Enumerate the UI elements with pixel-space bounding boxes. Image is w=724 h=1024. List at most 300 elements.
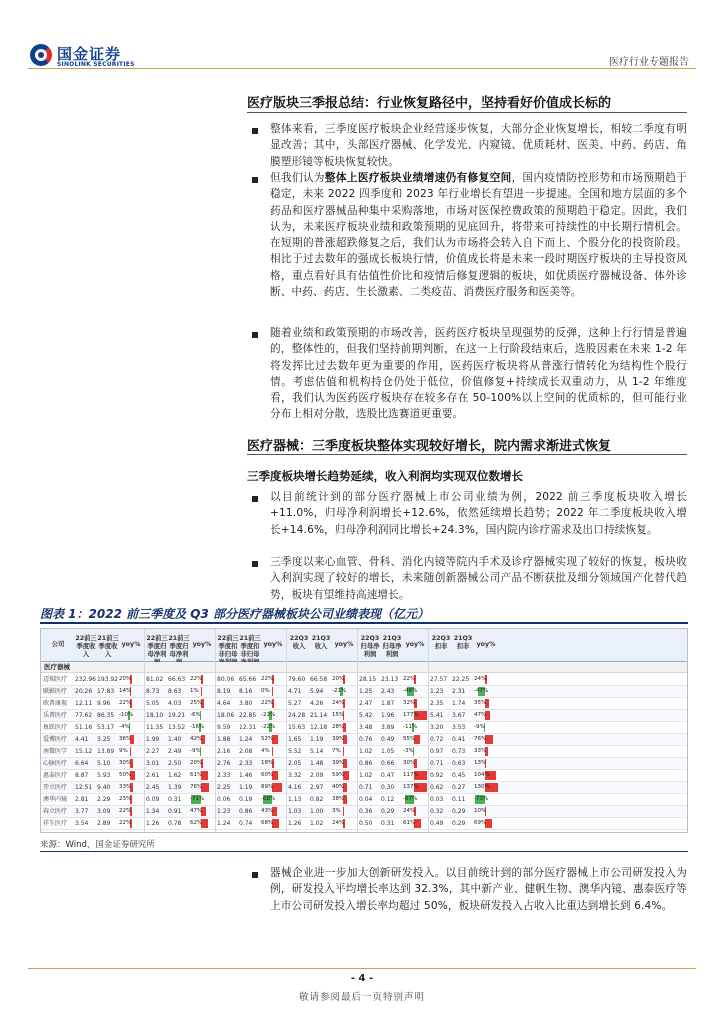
- value-cell: 0.29: [452, 820, 466, 827]
- section-divider: [247, 454, 687, 455]
- yoy-cell: [190, 758, 214, 769]
- table-row: [41, 710, 687, 722]
- value-cell: 2.89: [97, 820, 111, 827]
- brand-name-cn: 国金证券: [57, 45, 122, 63]
- yoy-value: 28%: [332, 724, 345, 730]
- value-cell: 4.71: [288, 688, 302, 695]
- para-bold: 整体上医疗板块业绩增速仍有修复空间: [324, 172, 512, 184]
- yoy-cell: [474, 734, 498, 745]
- value-cell: 232.96: [75, 676, 96, 683]
- value-cell: 0.62: [430, 784, 444, 791]
- table-row: [41, 686, 687, 698]
- yoy-value: -21%: [332, 688, 347, 694]
- yoy-value: 60%: [261, 772, 274, 778]
- value-cell: 0.06: [217, 796, 231, 803]
- yoy-value: 9%: [119, 748, 128, 754]
- yoy-cell: [332, 698, 356, 709]
- value-cell: 5.94: [310, 688, 324, 695]
- report-type: 医疗行业专题报告: [609, 57, 689, 68]
- header-cell: 22Q3扣非: [431, 635, 451, 650]
- value-cell: 5.42: [359, 712, 373, 719]
- header-cell: yoy%: [121, 641, 141, 648]
- yoy-value: 23%: [119, 796, 132, 802]
- yoy-cell: [261, 818, 285, 829]
- yoy-value: 10%: [474, 808, 487, 814]
- value-cell: 0.92: [430, 772, 444, 779]
- value-cell: 5.10: [97, 760, 111, 767]
- yoy-cell: [119, 710, 143, 721]
- header-cell: 21前三季度归母净利: [168, 635, 190, 658]
- header-divider: [28, 68, 696, 69]
- value-cell: 0.19: [239, 796, 253, 803]
- figure-source: 来源：Wind，国金证券研究所: [40, 840, 155, 850]
- value-cell: 77.62: [75, 712, 93, 719]
- yoy-bar-positive: [272, 687, 273, 696]
- value-cell: 0.03: [430, 796, 444, 803]
- footer-divider: [28, 968, 696, 969]
- yoy-value: 68%: [261, 820, 274, 826]
- yoy-value: -71%: [190, 796, 205, 802]
- yoy-value: 38%: [332, 796, 345, 802]
- value-cell: 12.31: [239, 724, 257, 731]
- value-cell: 0.11: [452, 796, 466, 803]
- value-cell: 2.50: [168, 760, 182, 767]
- section-title-devices: 医疗器械：三季度板块整体实现较好增长，院内需求渐进式恢复: [247, 439, 612, 454]
- yoy-value: 20%: [332, 676, 345, 682]
- value-cell: 2.33: [217, 772, 231, 779]
- value-cell: 0.86: [359, 760, 373, 767]
- value-cell: 81.02: [146, 676, 164, 683]
- yoy-cell: [332, 686, 356, 697]
- value-cell: 2.25: [217, 784, 231, 791]
- yoy-value: 15%: [332, 712, 345, 718]
- company-name: 开立医疗: [43, 784, 68, 791]
- yoy-value: 104%: [474, 772, 490, 778]
- value-cell: 2.35: [430, 700, 444, 707]
- value-cell: 3.25: [97, 736, 111, 743]
- yoy-value: 47%: [190, 808, 203, 814]
- yoy-cell: [403, 710, 427, 721]
- value-cell: 2.08: [239, 748, 253, 755]
- header-cell: 21Q3归母净利润: [382, 635, 402, 658]
- yoy-value: -3%: [403, 748, 414, 754]
- value-cell: 3.67: [452, 712, 466, 719]
- value-cell: 0.36: [359, 808, 373, 815]
- yoy-value: -11%: [403, 724, 418, 730]
- yoy-cell: [190, 734, 214, 745]
- header-cell: 22前三季度归母净利: [146, 635, 168, 658]
- value-cell: 18.06: [217, 712, 235, 719]
- value-cell: 2.47: [359, 700, 373, 707]
- bullet-icon: [252, 496, 258, 502]
- value-cell: 0.31: [168, 796, 182, 803]
- value-cell: 1.02: [359, 748, 373, 755]
- yoy-cell: [119, 794, 143, 805]
- value-cell: 8.63: [168, 688, 182, 695]
- value-cell: 1.62: [168, 772, 182, 779]
- header-cell: 22前三季度扣非归母: [217, 635, 239, 658]
- value-cell: 0.71: [359, 784, 373, 791]
- logo-dot: [38, 52, 44, 58]
- yoy-value: -6%: [190, 712, 201, 718]
- value-cell: 3.77: [75, 808, 89, 815]
- header-cell: yoy%: [192, 641, 212, 648]
- yoy-value: 30%: [119, 760, 132, 766]
- table-row: [41, 770, 687, 782]
- yoy-cell: [190, 686, 214, 697]
- header-cell: 22Q3收入: [289, 635, 309, 650]
- table-row: [41, 746, 687, 758]
- yoy-value: 4%: [261, 748, 270, 754]
- yoy-cell: [474, 770, 498, 781]
- value-cell: 5.41: [430, 712, 444, 719]
- value-cell: 24.28: [288, 712, 306, 719]
- value-cell: 8.19: [217, 688, 231, 695]
- value-cell: 9.40: [97, 784, 111, 791]
- value-cell: 15.12: [75, 748, 93, 755]
- value-cell: 17.83: [97, 688, 115, 695]
- column-separator: [215, 629, 216, 832]
- value-cell: 5.05: [146, 700, 160, 707]
- header-cell: 21Q3扣非: [453, 635, 473, 650]
- yoy-cell: [474, 710, 498, 721]
- company-name: 乐普医疗: [43, 712, 68, 719]
- yoy-bar-positive: [130, 747, 131, 756]
- yoy-value: 20%: [190, 760, 203, 766]
- bullet-icon: [252, 177, 258, 183]
- value-cell: 3.80: [239, 700, 253, 707]
- yoy-value: 13%: [474, 760, 487, 766]
- value-cell: 1.19: [239, 784, 253, 791]
- value-cell: 8.87: [75, 772, 89, 779]
- company-name: 惠泰医疗: [43, 772, 68, 779]
- column-separator: [286, 629, 287, 832]
- value-cell: 66.58: [310, 676, 328, 683]
- value-cell: 53.17: [97, 724, 115, 731]
- yoy-cell: [190, 674, 214, 685]
- yoy-value: 0%: [261, 688, 270, 694]
- yoy-cell: [119, 686, 143, 697]
- value-cell: 27.57: [430, 676, 448, 683]
- value-cell: 65.66: [239, 676, 257, 683]
- value-cell: 2.43: [381, 688, 395, 695]
- yoy-value: 33%: [474, 748, 487, 754]
- yoy-cell: [403, 770, 427, 781]
- yoy-cell: [261, 794, 285, 805]
- yoy-value: 24%: [332, 820, 345, 826]
- yoy-cell: [474, 698, 498, 709]
- value-cell: 1.13: [288, 796, 302, 803]
- value-cell: 12.51: [75, 784, 93, 791]
- table-row: [41, 674, 687, 686]
- yoy-cell: [190, 794, 214, 805]
- yoy-cell: [119, 770, 143, 781]
- yoy-cell: [261, 770, 285, 781]
- table-row: [41, 722, 687, 734]
- yoy-cell: [403, 806, 427, 817]
- table-row: [41, 734, 687, 746]
- value-cell: 0.97: [430, 748, 444, 755]
- header-cell: yoy%: [263, 641, 283, 648]
- yoy-cell: [261, 710, 285, 721]
- value-cell: 0.31: [381, 820, 395, 827]
- value-cell: 3.53: [452, 724, 466, 731]
- yoy-value: 130%: [474, 784, 490, 790]
- value-cell: 1.02: [359, 772, 373, 779]
- value-cell: 9.96: [97, 700, 111, 707]
- yoy-cell: [119, 746, 143, 757]
- yoy-cell: [190, 770, 214, 781]
- value-cell: 15.63: [288, 724, 306, 731]
- yoy-value: 22%: [119, 808, 132, 814]
- yoy-cell: [332, 746, 356, 757]
- value-cell: 0.30: [381, 784, 395, 791]
- value-cell: 0.49: [430, 820, 444, 827]
- value-cell: 4.26: [310, 700, 324, 707]
- yoy-value: 24%: [403, 808, 416, 814]
- value-cell: 2.27: [146, 748, 160, 755]
- yoy-value: 39%: [332, 736, 345, 742]
- value-cell: 22.85: [239, 712, 257, 719]
- yoy-value: 47%: [474, 712, 487, 718]
- value-cell: 2.81: [75, 796, 89, 803]
- yoy-value: 89%: [261, 784, 274, 790]
- value-cell: 1.24: [239, 736, 253, 743]
- yoy-cell: [119, 782, 143, 793]
- value-cell: 1.40: [168, 736, 182, 743]
- yoy-value: 76%: [190, 784, 203, 790]
- yoy-cell: [332, 722, 356, 733]
- value-cell: 80.06: [217, 676, 235, 683]
- paragraph: 三季度以来心血管、骨科、消化内镜等院内手术及诊疗器械实现了较好的恢复，板块收入利润实现了较好的增长，未来随创新器械公司产品不断获批及细分领域国产化替代趋势，板块有望维持高速增长。: [270, 556, 687, 601]
- value-cell: 193.92: [97, 676, 118, 683]
- value-cell: 1.88: [217, 736, 231, 743]
- yoy-value: -73%: [474, 796, 489, 802]
- bullet-icon: [252, 128, 258, 134]
- yoy-value: -10%: [119, 712, 134, 718]
- yoy-value: 40%: [332, 784, 345, 790]
- value-cell: 1.05: [381, 748, 395, 755]
- value-cell: 0.86: [239, 808, 253, 815]
- value-cell: 19.21: [168, 712, 186, 719]
- yoy-cell: [403, 734, 427, 745]
- value-cell: 1.02: [310, 820, 324, 827]
- value-cell: 1.19: [310, 736, 324, 743]
- yoy-cell: [332, 770, 356, 781]
- yoy-value: -22%: [261, 724, 276, 730]
- yoy-value: 36%: [119, 736, 132, 742]
- value-cell: 6.64: [75, 760, 89, 767]
- yoy-value: 22%: [190, 676, 203, 682]
- value-cell: 2.16: [217, 748, 231, 755]
- value-cell: 2.29: [97, 796, 111, 803]
- yoy-value: 22%: [261, 700, 274, 706]
- value-cell: 51.16: [75, 724, 93, 731]
- value-cell: 2.33: [239, 760, 253, 767]
- value-cell: 22.25: [452, 676, 470, 683]
- value-cell: 4.03: [168, 700, 182, 707]
- value-cell: 3.48: [359, 724, 373, 731]
- value-cell: 3.32: [288, 772, 302, 779]
- header-cell: 21前三季度收入: [97, 635, 119, 658]
- yoy-value: -9%: [190, 748, 201, 754]
- paragraph-outlook: [270, 170, 687, 300]
- value-cell: 11.35: [146, 724, 164, 731]
- value-cell: 1.99: [146, 736, 160, 743]
- yoy-value: -21%: [261, 712, 276, 718]
- value-cell: 0.09: [146, 796, 160, 803]
- yoy-cell: [332, 782, 356, 793]
- value-cell: 1.23: [430, 688, 444, 695]
- value-cell: 0.66: [381, 760, 395, 767]
- value-cell: 23.13: [381, 676, 399, 683]
- yoy-cell: [403, 698, 427, 709]
- yoy-cell: [474, 758, 498, 769]
- value-cell: 1.23: [217, 808, 231, 815]
- yoy-cell: [261, 686, 285, 697]
- yoy-value: 61%: [190, 772, 203, 778]
- disclaimer: 敬请参阅最后一页特别声明: [298, 992, 425, 1003]
- yoy-cell: [474, 674, 498, 685]
- company-name: 联影医疗: [43, 688, 68, 695]
- yoy-cell: [119, 698, 143, 709]
- yoy-value: 32%: [403, 700, 416, 706]
- bullet-icon: [252, 872, 258, 878]
- company-name: 爱博医疗: [43, 736, 68, 743]
- section-divider: [247, 112, 687, 113]
- yoy-bar-positive: [272, 747, 273, 756]
- value-cell: 1.87: [381, 700, 395, 707]
- value-cell: 0.73: [452, 748, 466, 755]
- value-cell: 1.24: [217, 820, 231, 827]
- value-cell: 1.03: [288, 808, 302, 815]
- value-cell: 0.04: [359, 796, 373, 803]
- figure-title: 图表 1：2022 前三季度及 Q3 部分医疗器械板块公司业绩表现（亿元）: [40, 607, 430, 621]
- yoy-cell: [190, 698, 214, 709]
- value-cell: 0.12: [381, 796, 395, 803]
- value-cell: 2.97: [310, 784, 324, 791]
- yoy-cell: [474, 818, 498, 829]
- yoy-value: 35%: [474, 700, 487, 706]
- paragraph: 整体来看，三季度医疗板块企业经营逐步恢复，大部分企业恢复增长，相较二季度有明显改善；其中，头部医疗器械、化学发光、内窥镜、优质耗材、医美、中药、药店、角膜塑形镜等板块恢复较快。: [270, 123, 687, 168]
- yoy-value: 24%: [474, 676, 487, 682]
- company-name: 澳华内镜: [43, 796, 68, 803]
- value-cell: 1.96: [381, 712, 395, 719]
- header-cell: 22Q3归母净利润: [360, 635, 380, 658]
- yoy-value: 22%: [119, 820, 132, 826]
- table-row: [41, 806, 687, 818]
- yoy-bar-positive: [343, 747, 344, 756]
- yoy-value: -47%: [474, 688, 489, 694]
- yoy-cell: [261, 782, 285, 793]
- company-name: 心脉医疗: [43, 760, 68, 767]
- source-divider: [40, 851, 688, 852]
- yoy-cell: [119, 818, 143, 829]
- value-cell: 0.76: [359, 736, 373, 743]
- brand-name-en: SINOLINK SECURITIES: [57, 61, 135, 68]
- yoy-value: 52%: [261, 736, 274, 742]
- yoy-cell: [332, 818, 356, 829]
- yoy-cell: [474, 794, 498, 805]
- yoy-cell: [261, 674, 285, 685]
- yoy-value: 61%: [403, 820, 416, 826]
- value-cell: 5.14: [310, 748, 324, 755]
- yoy-cell: [403, 782, 427, 793]
- yoy-value: 50%: [119, 772, 132, 778]
- yoy-cell: [403, 686, 427, 697]
- value-cell: 0.63: [452, 760, 466, 767]
- yoy-value: 22%: [119, 700, 132, 706]
- value-cell: 2.31: [452, 688, 466, 695]
- value-cell: 0.32: [430, 808, 444, 815]
- yoy-cell: [403, 674, 427, 685]
- yoy-cell: [403, 746, 427, 757]
- yoy-cell: [474, 746, 498, 757]
- yoy-value: 24%: [332, 700, 345, 706]
- yoy-value: 69%: [474, 820, 487, 826]
- yoy-cell: [261, 722, 285, 733]
- yoy-cell: [403, 794, 427, 805]
- yoy-cell: [190, 806, 214, 817]
- yoy-value: -67%: [403, 796, 418, 802]
- table-row: [41, 794, 687, 806]
- yoy-cell: [474, 722, 498, 733]
- column-separator: [357, 629, 358, 832]
- header-cell: yoy%: [334, 641, 354, 648]
- value-cell: 2.49: [168, 748, 182, 755]
- yoy-cell: [332, 734, 356, 745]
- paragraph: 随着业绩和政策预期的市场改善，医药医疗板块呈现强势的反弹，这种上行行情是普遍的，整体性的，但我们坚持前期判断，在这一上行阶段结束后，选股因素在未来 1-2 年将发挥比过去数年更为重要的作用，医药医疗板块将从普涨行情转化为结构性个股行情。考虑估值和机构持仓仍处于低位，价值修复+持续成长双重动力，从 1-2 年维度看，我们认为医药医疗板块存在较多存在 50-100%以上空间的优质标的，但可能行业分布上相对分散，选股比选赛道更重要。: [270, 327, 687, 421]
- value-cell: 66.63: [168, 676, 186, 683]
- value-cell: 2.05: [288, 760, 302, 767]
- value-cell: 1.46: [239, 772, 253, 779]
- yoy-cell: [332, 674, 356, 685]
- page-number: - 4 -: [350, 973, 374, 984]
- yoy-cell: [190, 710, 214, 721]
- yoy-cell: [119, 806, 143, 817]
- value-cell: 28.15: [359, 676, 377, 683]
- table-row: [41, 782, 687, 794]
- value-cell: 3.20: [430, 724, 444, 731]
- value-cell: 0.82: [310, 796, 324, 803]
- yoy-value: -4%: [119, 724, 130, 730]
- value-cell: 0.49: [381, 736, 395, 743]
- yoy-cell: [332, 806, 356, 817]
- header-cell: 22前三季度收入: [75, 635, 97, 658]
- value-cell: 0.27: [452, 784, 466, 791]
- value-cell: 1.25: [359, 688, 373, 695]
- yoy-cell: [403, 758, 427, 769]
- table-row: [41, 818, 687, 830]
- yoy-cell: [474, 686, 498, 697]
- value-cell: 1.26: [288, 820, 302, 827]
- value-cell: 1.65: [288, 736, 302, 743]
- value-cell: 2.09: [310, 772, 324, 779]
- header-cell: 公司: [51, 641, 65, 648]
- value-cell: 9.59: [217, 724, 231, 731]
- value-cell: 0.91: [168, 808, 182, 815]
- yoy-value: 25%: [190, 700, 203, 706]
- value-cell: 20.26: [75, 688, 93, 695]
- company-name: 迈瑞医疗: [43, 676, 68, 683]
- value-cell: 12.18: [310, 724, 328, 731]
- yoy-value: 42%: [190, 736, 203, 742]
- yoy-value: 20%: [119, 676, 132, 682]
- yoy-value: 39%: [332, 760, 345, 766]
- value-cell: 2.61: [146, 772, 160, 779]
- value-cell: 13.52: [168, 724, 186, 731]
- value-cell: 5.93: [97, 772, 111, 779]
